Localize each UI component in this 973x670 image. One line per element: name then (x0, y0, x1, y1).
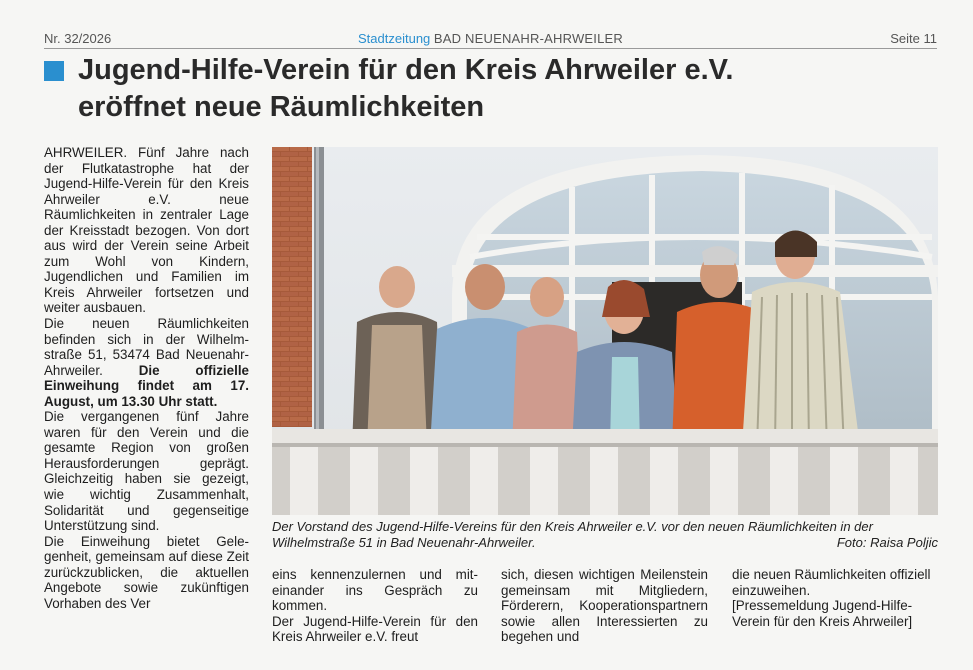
page-number: Seite 11 (890, 31, 937, 46)
paragraph-address-bold: Die offizielle Einweihung findet am 17. August, um 13.30 Uhr statt. (44, 362, 249, 409)
masthead (44, 31, 937, 46)
paragraph-closing: Der Jugend-Hilfe-Verein für den Kreis Ahrweiler e.V. freut (272, 613, 478, 645)
masthead-place: BAD NEUENAHR-AHRWEILER (433, 31, 623, 46)
paragraph-closing-end: die neuen Räumlichkeiten offiziell einzuweihen. (732, 567, 931, 598)
text-column-4 (732, 567, 938, 629)
page-header (44, 31, 937, 49)
issue-number: Nr. 32/2026 (44, 31, 112, 46)
board-group-photo (272, 147, 938, 515)
paragraph-address: Die neuen Räumlichkeiten befinden sich in der Wilhelmstraße 51, 53474 Bad Neuenahr-Ahrweiler. Die offizielle Einweihung findet am 17. August, um 13.30 Uhr statt. (44, 316, 249, 409)
text-column-1 (44, 145, 249, 611)
paragraph-intro: AHRWEILER. Fünf Jahre nach der Flutkatastrophe hat der Jugend-Hilfe-Verein für den Kreis Ahrweiler e.V. neue Räumlichkeiten in zentraler Lage der Kreisstadt bezogen. Von dort aus wird der Verein seine Arbeit zum Wohl von Kindern, Jugendlichen und Familien im Kreis Ahrweiler fortsetzen und weiter ausbauen. (44, 145, 249, 316)
article-photo (272, 147, 938, 515)
paragraph-inauguration: Die Einweihung bietet Gelegenheit, gemeinsam auf diese Zeit zurückzublicken, die aktuellen Angebote sowie zukünftigen Vorhaben des Ver (44, 533, 249, 611)
text-column-2 (272, 567, 478, 645)
headline-line-2: eröffnet neue Räumlichkeiten (78, 91, 485, 123)
text-column-3 (501, 567, 708, 645)
photo-credit: Foto: Raisa Poljic (836, 535, 938, 550)
headline (78, 52, 938, 126)
headline-line-1: Jugend-Hilfe-Verein für den Kreis Ahrweiler e.V. (78, 54, 734, 86)
masthead-brand: Stadtzeitung (358, 31, 431, 46)
photo-caption (272, 519, 938, 551)
press-release-source: [Pressemeldung Jugend-Hilfe-Verein für den Kreis Ahrweiler] (732, 598, 913, 629)
photo-caption-text: Der Vorstand des Jugend-Hilfe-Vereins für den Kreis Ahrweiler e.V. vor den neuen Räumlichkeiten in der Wilhelmstraße 51 in Bad Neuenahr-Ahrweiler. (272, 519, 873, 550)
header-rule (44, 48, 937, 49)
paragraph-closing-cont: sich, diesen wichtigen Meilenstein gemeinsam mit Mitgliedern, Förderern, Kooperationspartnern sowie allen Interessierten zu begehen und (501, 567, 708, 645)
paragraph-challenges: Die vergangenen fünf Jahre waren für den Verein und die gesamte Region von großen Herausforderungen geprägt. Gleichzeitig haben sie gezeigt, wie wichtig Zusammenhalt, Solidarität und gegenseitige Unterstützung sind. (44, 409, 249, 534)
paragraph-inauguration-cont: eins kennenzulernen und miteinander ins Gespräch zu kommen. (272, 567, 478, 614)
headline-square-icon (44, 61, 64, 81)
